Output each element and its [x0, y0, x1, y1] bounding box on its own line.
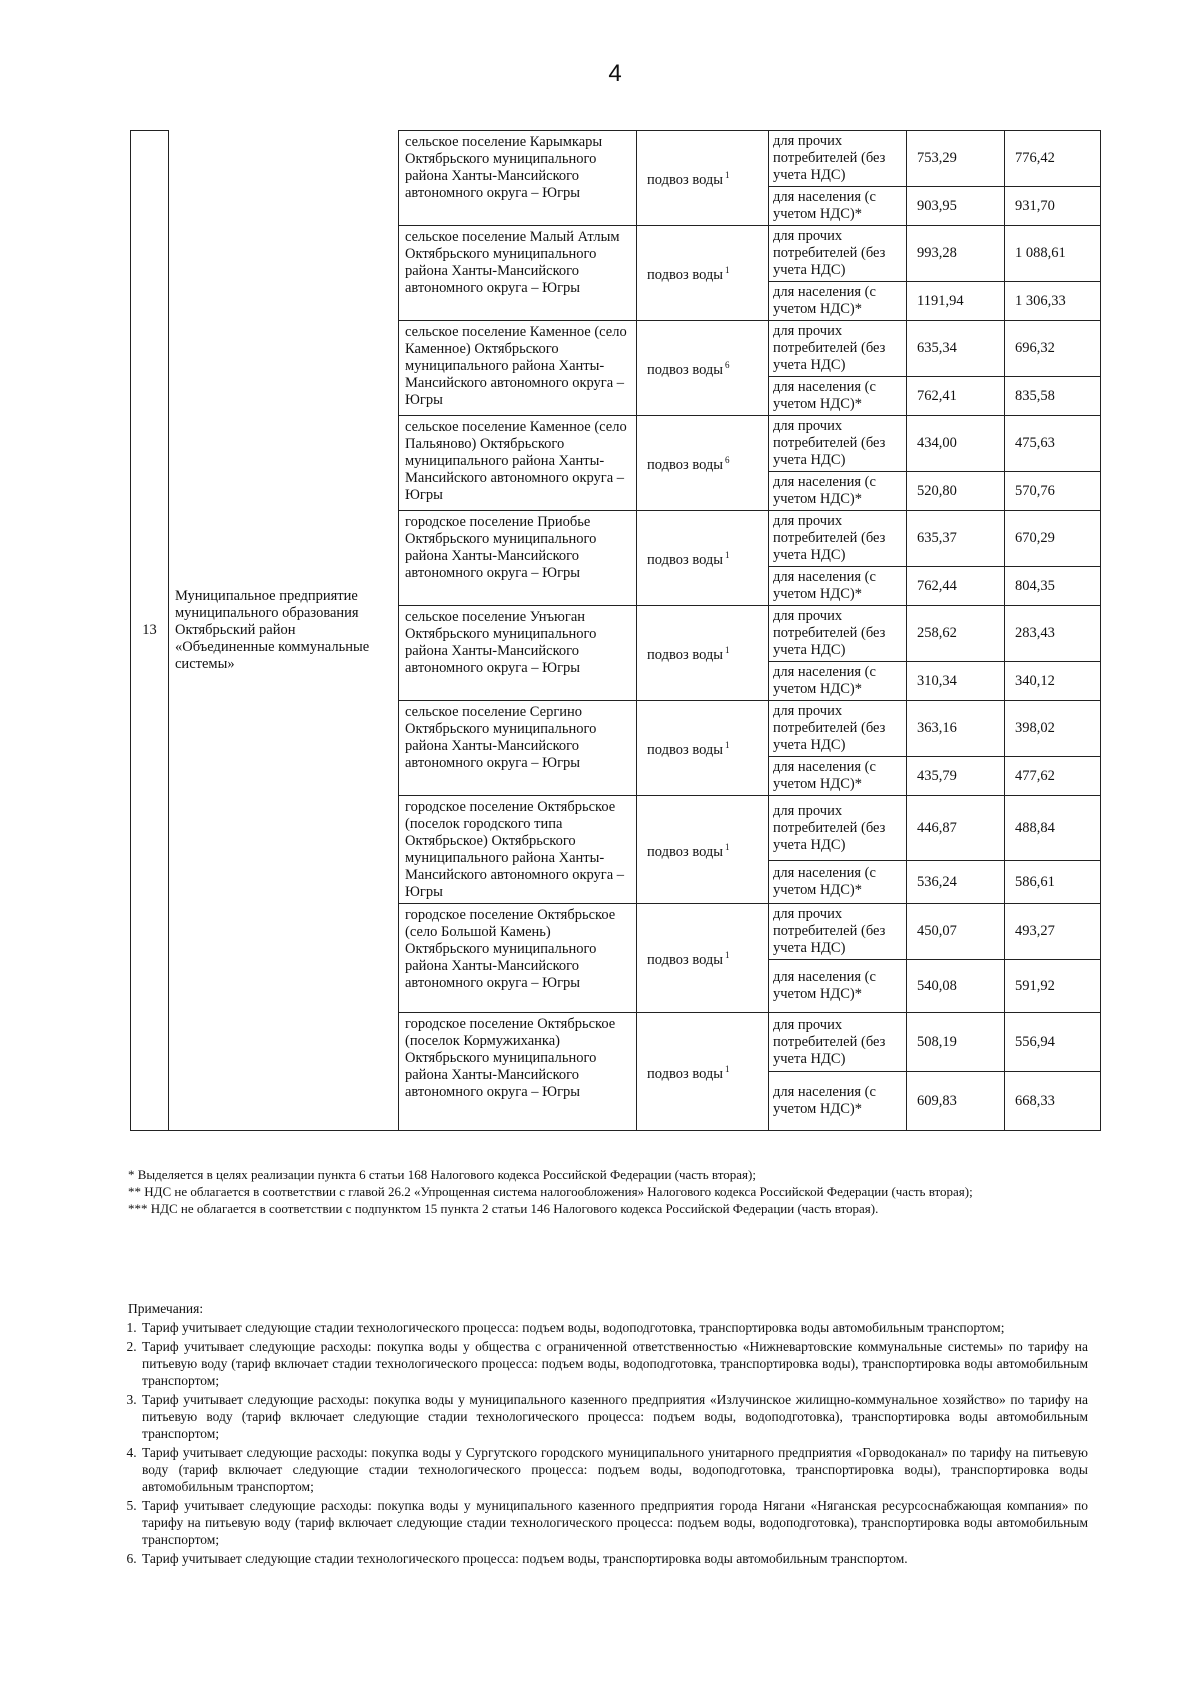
service-type — [637, 1013, 769, 1131]
service-type — [637, 226, 769, 321]
note-reference: 6 — [725, 455, 730, 466]
tariff-population-period2: 570,76 — [1005, 472, 1101, 511]
tariff-other-period2: 488,84 — [1005, 796, 1101, 861]
tariff-population-period1: 1191,94 — [907, 282, 1005, 321]
settlement-name: городское поселение Октябрьское (село Большой Камень) Октябрьского муниципального района Ханты-Мансийского автономного округа – Югры — [399, 904, 637, 1013]
tariff-other-period1: 363,16 — [907, 701, 1005, 757]
page-number: 4 — [608, 60, 622, 87]
consumer-other-label: для прочих потребителей (без учета НДС) — [769, 226, 907, 282]
consumer-population-label: для населения (с учетом НДС)* — [769, 282, 907, 321]
consumer-population-label: для населения (с учетом НДС)* — [769, 567, 907, 606]
consumer-other-label: для прочих потребителей (без учета НДС) — [769, 904, 907, 960]
consumer-population-label: для населения (с учетом НДС)* — [769, 861, 907, 904]
tariff-other-period2: 556,94 — [1005, 1013, 1101, 1072]
service-type — [637, 796, 769, 904]
service-type — [637, 321, 769, 416]
tariff-other-period2: 1 088,61 — [1005, 226, 1101, 282]
consumer-other-label: для прочих потребителей (без учета НДС) — [769, 796, 907, 861]
consumer-population-label: для населения (с учетом НДС)* — [769, 757, 907, 796]
tariff-other-period1: 446,87 — [907, 796, 1005, 861]
tariff-other-period2: 696,32 — [1005, 321, 1101, 377]
tariff-other-period1: 258,62 — [907, 606, 1005, 662]
tariff-population-period1: 520,80 — [907, 472, 1005, 511]
service-label: подвоз воды — [647, 741, 724, 758]
service-type — [637, 416, 769, 511]
service-type — [637, 131, 769, 226]
tariff-population-period2: 931,70 — [1005, 187, 1101, 226]
consumer-population-label: для населения (с учетом НДС)* — [769, 187, 907, 226]
consumer-population-label: для населения (с учетом НДС)* — [769, 472, 907, 511]
consumer-other-label: для прочих потребителей (без учета НДС) — [769, 606, 907, 662]
tariff-population-period2: 668,33 — [1005, 1072, 1101, 1131]
tariff-population-period2: 835,58 — [1005, 377, 1101, 416]
tariff-table-body — [131, 131, 1101, 1131]
tariff-population-period2: 591,92 — [1005, 960, 1101, 1013]
tariff-other-period2: 283,43 — [1005, 606, 1101, 662]
settlement-name: сельское поселение Карымкары Октябрьского муниципального района Ханты-Мансийского автономного округа – Югры — [399, 131, 637, 226]
consumer-other-label: для прочих потребителей (без учета НДС) — [769, 131, 907, 187]
tariff-other-period1: 993,28 — [907, 226, 1005, 282]
service-label: подвоз воды — [647, 361, 724, 378]
settlement-name: городское поселение Октябрьское (поселок Кормужиханка) Октябрьского муниципального района Ханты-Мансийского автономного округа – Югры — [399, 1013, 637, 1131]
note-reference: 1 — [725, 265, 730, 276]
tariff-other-period2: 493,27 — [1005, 904, 1101, 960]
footnotes — [128, 1166, 1088, 1217]
service-type — [637, 606, 769, 701]
note-item: 6. Тариф учитывает следующие стадии технологического процесса: подъем воды, транспортировка воды автомобильным транспортом. — [140, 1550, 1088, 1567]
table-row — [131, 131, 1101, 187]
footnote-simplified-tax: ** НДС не облагается в соответствии с главой 26.2 «Упрощенная система налогообложения» Налогового кодекса Российской Федерации (часть вторая); — [128, 1184, 973, 1199]
consumer-other-label: для прочих потребителей (без учета НДС) — [769, 416, 907, 472]
tariff-population-period2: 340,12 — [1005, 662, 1101, 701]
settlement-name: сельское поселение Каменное (село Пальяново) Октябрьского муниципального района Ханты-Мансийского автономного округа – Югры — [399, 416, 637, 511]
note-reference: 1 — [725, 950, 730, 961]
settlement-name: сельское поселение Сергино Октябрьского муниципального района Ханты-Мансийского автономного округа – Югры — [399, 701, 637, 796]
tariff-other-period1: 635,34 — [907, 321, 1005, 377]
notes-list — [128, 1319, 1088, 1567]
tariff-other-period1: 434,00 — [907, 416, 1005, 472]
consumer-other-label: для прочих потребителей (без учета НДС) — [769, 511, 907, 567]
note-item: 5. Тариф учитывает следующие расходы: покупка воды у муниципального казенного предприятия города Нягани «Няганская ресурсоснабжающая компания» по тарифу на питьевую воду (тариф включает следующие стадии технологического процесса: подъем воды, водоподготовка), транспортировка воды автомобильным транспортом; — [140, 1497, 1088, 1548]
consumer-population-label: для населения (с учетом НДС)* — [769, 377, 907, 416]
tariff-population-period2: 1 306,33 — [1005, 282, 1101, 321]
note-item: 3. Тариф учитывает следующие расходы: покупка воды у муниципального казенного предприятия «Излучинское жилищно-коммунальное хозяйство» по тарифу на питьевую воду (тариф включает следующие стадии технологического процесса: подъем воды, водоподготовка), транспортировка воды автомобильным транспортом; — [140, 1391, 1088, 1442]
note-reference: 6 — [725, 360, 730, 371]
note-reference: 1 — [725, 740, 730, 751]
tariff-population-period1: 435,79 — [907, 757, 1005, 796]
service-label: подвоз воды — [647, 843, 724, 860]
tariff-other-period1: 635,37 — [907, 511, 1005, 567]
tariff-table — [130, 130, 1101, 1131]
tariff-population-period1: 536,24 — [907, 861, 1005, 904]
row-number: 13 — [131, 131, 169, 1131]
note-reference: 1 — [725, 841, 730, 852]
tariff-other-period1: 753,29 — [907, 131, 1005, 187]
settlement-name: сельское поселение Малый Атлым Октябрьского муниципального района Ханты-Мансийского автономного округа – Югры — [399, 226, 637, 321]
consumer-other-label: для прочих потребителей (без учета НДС) — [769, 701, 907, 757]
notes-title: Примечания: — [128, 1301, 204, 1316]
service-label: подвоз воды — [647, 266, 724, 283]
consumer-other-label: для прочих потребителей (без учета НДС) — [769, 321, 907, 377]
tariff-population-period1: 609,83 — [907, 1072, 1005, 1131]
note-item: 4. Тариф учитывает следующие расходы: покупка воды у Сургутского городского муниципального унитарного предприятия «Горводоканал» по тарифу на питьевую воду (тариф включает следующие стадии технологического процесса: подъем воды, водоподготовка, транспортировка воды), транспортировка воды автомобильным транспортом; — [140, 1444, 1088, 1495]
note-reference: 1 — [725, 645, 730, 656]
tariff-population-period1: 310,34 — [907, 662, 1005, 701]
service-label: подвоз воды — [647, 456, 724, 473]
organization-name: Муниципальное предприятие муниципального образования Октябрьский район «Объединенные коммунальные системы» — [169, 131, 399, 1131]
footnote-vat-exempt: *** НДС не облагается в соответствии с подпунктом 15 пункта 2 статьи 146 Налогового кодекса Российской Федерации (часть вторая). — [128, 1201, 879, 1216]
settlement-name: сельское поселение Каменное (село Каменное) Октябрьского муниципального района Ханты-Мансийского автономного округа – Югры — [399, 321, 637, 416]
notes-section — [128, 1300, 1088, 1569]
service-label: подвоз воды — [647, 171, 724, 188]
tariff-other-period1: 508,19 — [907, 1013, 1005, 1072]
note-item: 2. Тариф учитывает следующие расходы: покупка воды у общества с ограниченной ответственностью «Нижневартовские коммунальные системы» по тарифу на питьевую воду (тариф включает стадии технологического процесса: подъем воды, водоподготовка, транспортировка воды), транспортировка воды автомобильным транспортом; — [140, 1338, 1088, 1389]
consumer-population-label: для населения (с учетом НДС)* — [769, 662, 907, 701]
service-label: подвоз воды — [647, 1065, 724, 1082]
note-item: 1. Тариф учитывает следующие стадии технологического процесса: подъем воды, водоподготовка, транспортировка воды автомобильным транспортом; — [140, 1319, 1088, 1336]
tariff-population-period1: 540,08 — [907, 960, 1005, 1013]
tariff-population-period1: 762,41 — [907, 377, 1005, 416]
consumer-population-label: для населения (с учетом НДС)* — [769, 960, 907, 1013]
footnote-vat-allocated: * Выделяется в целях реализации пункта 6 статьи 168 Налогового кодекса Российской Федерации (часть вторая); — [128, 1167, 756, 1182]
consumer-other-label: для прочих потребителей (без учета НДС) — [769, 1013, 907, 1072]
tariff-population-period1: 762,44 — [907, 567, 1005, 606]
service-label: подвоз воды — [647, 551, 724, 568]
note-reference: 1 — [725, 550, 730, 561]
tariff-other-period2: 398,02 — [1005, 701, 1101, 757]
service-type — [637, 701, 769, 796]
note-reference: 1 — [725, 1063, 730, 1074]
service-type — [637, 904, 769, 1013]
service-type — [637, 511, 769, 606]
tariff-other-period1: 450,07 — [907, 904, 1005, 960]
tariff-population-period2: 804,35 — [1005, 567, 1101, 606]
service-label: подвоз воды — [647, 951, 724, 968]
tariff-population-period1: 903,95 — [907, 187, 1005, 226]
tariff-other-period2: 776,42 — [1005, 131, 1101, 187]
consumer-population-label: для населения (с учетом НДС)* — [769, 1072, 907, 1131]
service-label: подвоз воды — [647, 646, 724, 663]
tariff-population-period2: 477,62 — [1005, 757, 1101, 796]
settlement-name: городское поселение Октябрьское (поселок городского типа Октябрьское) Октябрьского муниципального района Ханты-Мансийского автономного округа – Югры — [399, 796, 637, 904]
note-reference: 1 — [725, 170, 730, 181]
tariff-other-period2: 475,63 — [1005, 416, 1101, 472]
settlement-name: сельское поселение Унъюган Октябрьского муниципального района Ханты-Мансийского автономного округа – Югры — [399, 606, 637, 701]
settlement-name: городское поселение Приобье Октябрьского муниципального района Ханты-Мансийского автономного округа – Югры — [399, 511, 637, 606]
tariff-other-period2: 670,29 — [1005, 511, 1101, 567]
tariff-population-period2: 586,61 — [1005, 861, 1101, 904]
